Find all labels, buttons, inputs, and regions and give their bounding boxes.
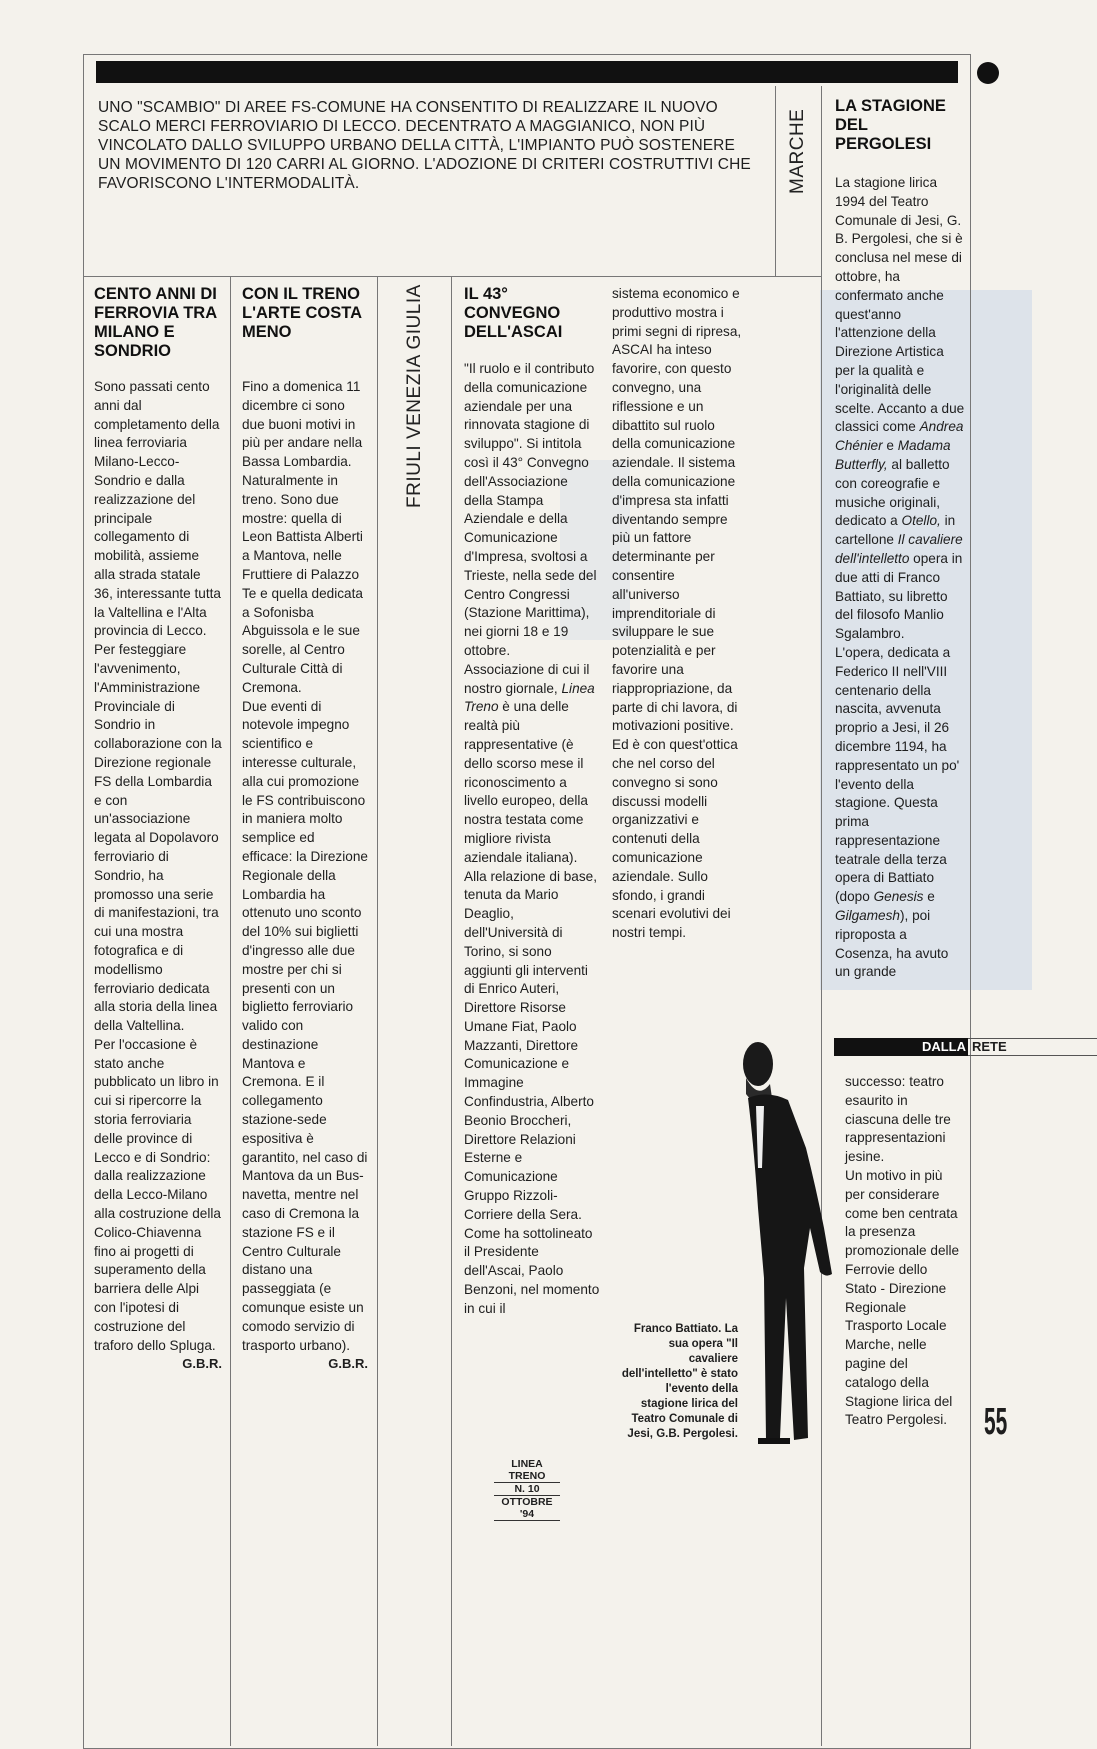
region-label-marche: MARCHE [787,108,808,194]
article-pergolesi-p2 [835,644,965,982]
column-rule-2 [377,276,378,1746]
footer-title: LINEA TRENO [494,1458,560,1483]
article-sondrio-p3: Per l'occasione è stato anche pubblicato un libro in cui si ripercorre la storia ferroviaria delle province di Lecco e di Sondrio: dalla realizzazione della Lecco-Milano alla costruzione della Colico-Chiavenna fino ai progetti di superamento della barriera delle Alpi con l'ipotesi di costruzione del traforo dello Spluga. [94,1036,221,1353]
article-pergolesi-cont [845,1073,961,1430]
footer-issue: N. 10 [494,1483,560,1496]
pergolesi-italic: Otello, [901,513,941,529]
bullet-dot [977,62,999,84]
pergolesi-text: opera in due atti di Franco Battiato, su libretto del filosofo Manlio Sgalambro. [835,550,963,642]
article-ascai-p4: sistema economico e produttivo mostra i primi segni di ripresa, ASCAI ha inteso favorire, con questo convegno, una riflessione e un dibattito sul ruolo della comunicazione aziendale. Il sistema della comunicazione d'impresa sta infatti diventando sempre più un fattore determinante per consentire all'universo imprenditoriale di sviluppare le sue potenzialità e per favorire una riappropriazione, da parte di chi lavora, di motivazioni positive. [612,286,742,734]
article-ascai-p3: Alla relazione di base, tenuta da Mario Deaglio, dell'Università di Torino, si sono aggiunti gli interventi di Enrico Auteri, Direttore Risorse Umane Fiat, Paolo Mazzanti, Direttore Comunicazione e Immagine Confindustria, Alberto Beonio Broccheri, Direttore Relazioni Esterne e Comunicazione Gruppo Rizzoli-Corriere della Sera. Come ha sottolineato il Presidente dell'Ascai, Paolo Benzoni, nel momento in cui il [464,868,600,1316]
article-pergolesi-p3: successo: teatro esaurito in ciascuna delle tre rappresentazioni jesine. [845,1074,951,1165]
article-ascai-p2-b: è una delle realtà più rappresentative (è dello scorso mese il riconoscimento a livello europeo, della nostra testata come migliore rivista aziendale italiana). [464,699,588,865]
article-ascai-col2 [612,285,742,943]
headline-sondrio: CENTO ANNI DI FERROVIA TRA MILANO E SONDRIO [94,285,217,360]
page-number: 55 [984,1401,1008,1443]
section-label-rete: RETE [968,1038,1097,1056]
column-rule-5 [821,86,822,1746]
footer-masthead [494,1458,560,1521]
pergolesi-text: in cartellone [835,513,956,548]
article-sondrio-p2: Per festeggiare l'avvenimento, l'Amministrazione Provinciale di Sondrio in collaborazione con la Direzione regionale FS della Lombardia e con un'associazione legata al Dopolavoro ferroviario di Sondrio, ha promosso una serie di manifestazioni, tra cui una mostra fotografica e di modellismo ferroviario dedicata alla storia della linea della Valtellina. [94,642,222,1034]
article-arte-p2: Due eventi di notevole impegno scientifico e interesse culturale, alla cui promozione le FS contribuiscono in maniera molto semplice ed efficace: la Direzione Regionale della Lombardia ha ottenuto uno sconto del 10% sui biglietti d'ingresso alle due mostre per chi si presenti con un biglietto ferroviario valido con destinazione Mantova e Cremona. E il collegamento stazione-sede espositiva è garantito, nel caso di Mantova da un Bus-navetta, mentre nel caso di Cremona la stazione FS e il Centro Culturale distano una passeggiata (e comunque esiste un comodo servizio di trasporto urbano). [242,698,368,1353]
intro-deck: UNO "SCAMBIO" DI AREE FS-COMUNE HA CONSENTITO DI REALIZZARE IL NUOVO SCALO MERCI FERROVIARIO DI LECCO. DECENTRATO A MAGGIANICO, NON PIÙ VINCOLATO DALLO SVILUPPO URBANO DELLA CITTÀ, L'IMPIANTO PUÒ SOSTENERE UN MOVIMENTO DI 120 CARRI AL GIORNO. L'ADOZIONE DI CRITERI COSTRUTTIVI CHE FAVORISCONO L'INTERMODALITÀ. [98,99,751,192]
article-pergolesi [835,174,965,982]
article-sondrio-p1: Sono passati cento anni dal completamento della linea ferroviaria Milano-Lecco-Sondrio e dalla realizzazione del principale collegamento di mobilità, assieme alla strada statale 36, interessante tutta la Valtellina e l'Alta provincia di Lecco. [94,379,221,639]
article-pergolesi-p4: Un motivo in più per considerare come ben centrata la presenza promozionale delle Ferrovie dello Stato - Direzione Regionale Trasporto Locale Marche, nelle pagine del catalogo della Stagione lirica del Teatro Pergolesi. [845,1167,960,1428]
pergolesi-text: ), poi riproposta a Cosenza, ha avuto un grande [835,908,949,980]
article-ascai-p5: Ed è con quest'ottica che nel corso del convegno si sono discussi modelli organizzativi e contenuti della comunicazione aziendale. Sullo sfondo, i grandi scenari evolutivi dei nostri tempi. [612,737,738,941]
article-pergolesi-p1 [835,174,965,644]
article-ascai-p2-a: Associazione di cui il nostro giornale, [464,661,590,696]
pergolesi-italic: Il cavaliere dell'intelletto [835,532,963,566]
article-arte [242,378,368,1374]
headline-pergolesi: LA STAGIONE DEL PERGOLESI [835,97,946,153]
pergolesi-italic: Gilgamesh [835,908,900,924]
pergolesi-text: e [886,438,894,454]
pergolesi-text: al balletto con coreografie e musiche originali, dedicato a [835,456,950,529]
pergolesi-italic: Madama Butterfly, [835,438,951,472]
article-ascai-col1 [464,360,600,1319]
top-black-bar [96,61,958,83]
article-sondrio [94,378,222,1374]
pergolesi-text: e [927,889,935,905]
linea-treno-italic: Linea Treno [464,680,595,715]
signature-sondrio: G.B.R. [182,1356,222,1372]
column-rule-3 [451,276,452,1746]
footer-date: OTTOBRE '94 [494,1496,560,1521]
headline-arte: CON IL TRENO L'ARTE COSTA MENO [242,285,362,341]
region-label-friuli: FRIULI VENEZIA GIULIA [404,284,425,508]
article-arte-p1: Fino a domenica 11 dicembre ci sono due buoni motivi in più per andare nella Bassa Lombardia. Naturalmente in treno. Sono due mostre: quella di Leon Battista Alberti a Mantova, nelle Fruttiere di Palazzo Te e quella dedicata a Sofonisba Abguissola e le sue sorelle, al Centro Culturale Città di Cremona. [242,379,363,695]
section-label-dalla: DALLA [834,1038,968,1056]
pergolesi-italic: Genesis [873,889,924,905]
photo-caption: Franco Battiato. La sua opera "Il cavaliere dell'intelletto" è stato l'evento della stagione lirica del Teatro Comunale di Jesi, G.B. Pergolesi. [621,1323,738,1440]
signature-arte: G.B.R. [328,1356,368,1372]
pergolesi-italic: Andrea Chénier [835,419,964,454]
deck-divider [83,276,821,277]
article-ascai-p1: "Il ruolo e il contributo della comunicazione aziendale per una rinnovata stagione di sviluppo". Si intitola così il 43° Convegno dell'Associazione della Stampa Aziendale e della Comunicazione d'Impresa, svoltosi a Trieste, nella sede del Centro Congressi (Stazione Marittima), nei giorni 18 e 19 ottobre. [464,361,597,658]
headline-ascai: IL 43° CONVEGNO DELL'ASCAI [464,285,563,341]
column-rule-1 [230,276,231,1746]
article-ascai-p2 [464,661,600,868]
pergolesi-text: La stagione lirica 1994 del Teatro Comunale di Jesi, G. B. Pergolesi, che si è conclusa nel mese di ottobre, ha confermato anche quest'anno l'attenzione della Direzione Artistica per la qualità e l'originalità delle scelte. Accanto a due classici come [835,175,965,435]
pergolesi-text: L'opera, dedicata a Federico II nell'VIII centenario della nascita, avvenuta proprio a Jesi, il 26 dicembre 1194, ha rappresentato un po' l'evento della stagione. Questa prima rappresentazione teatrale della terza opera di Battiato (dopo [835,644,960,905]
column-rule-4 [775,86,776,276]
battiato-photo [728,1028,838,1448]
